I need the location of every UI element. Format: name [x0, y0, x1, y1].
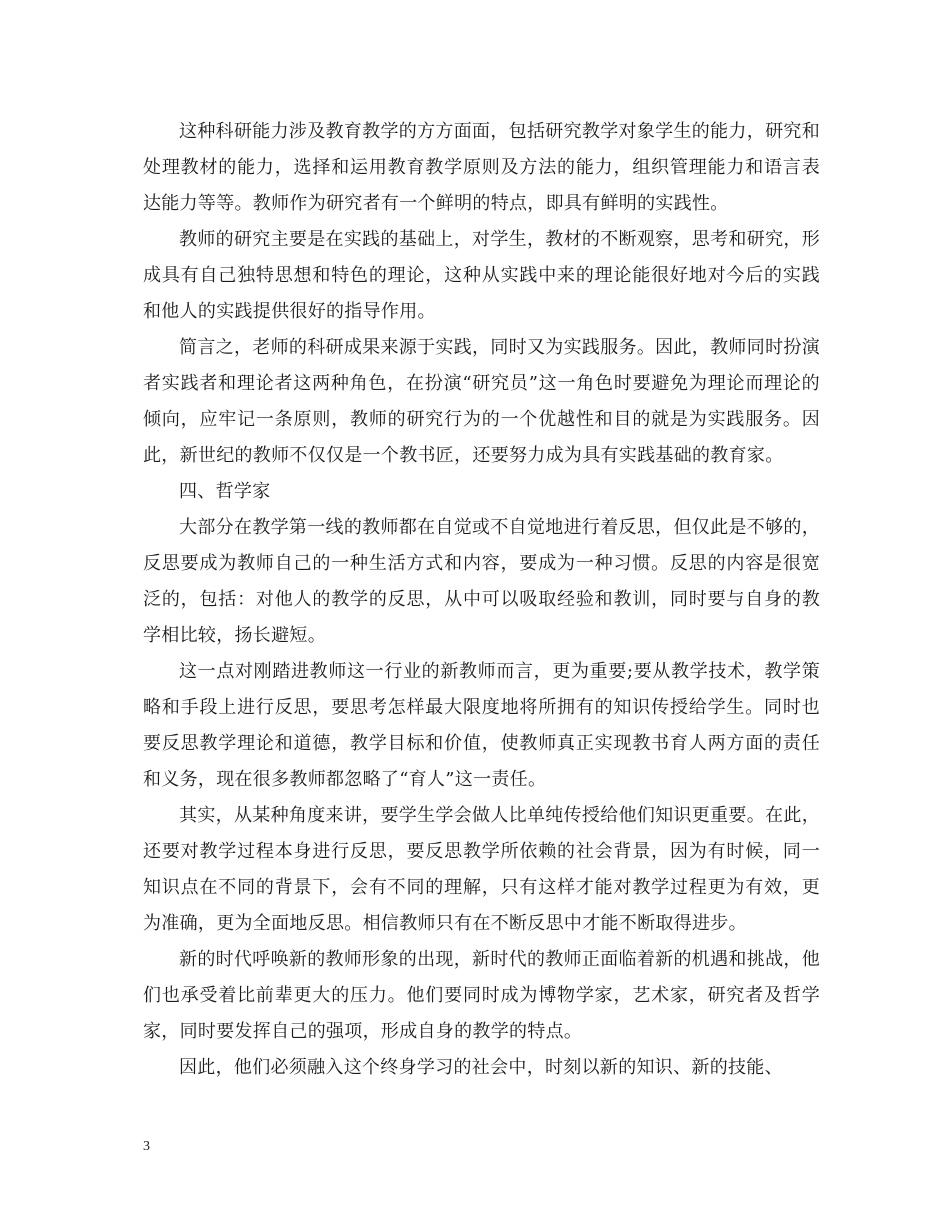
paragraph: 简言之，老师的科研成果来源于实践，同时又为实践服务。因此，教师同时扮演者实践者和理论者这两种角色，在扮演“研究员”这一角色时要避免为理论而理论的倾向，应牢记一条原则，教师的研究行为的一个优越性和目的就是为实践服务。因此，新世纪的教师不仅仅是一个教书匠，还要努力成为具有实践基础的教育家。 — [143, 337, 820, 466]
paragraph: 新的时代呼唤新的教师形象的出现，新时代的教师正面临着新的机遇和挑战，他们也承受着比前辈更大的压力。他们要同时成为博物学家，艺术家，研究者及哲学家，同时要发挥自己的强项，形成自身的教学的特点。 — [143, 949, 820, 1042]
paragraph: 其实，从某种角度来讲，要学生学会做人比单纯传授给他们知识更重要。在此，还要对教学过程本身进行反思，要反思教学所依赖的社会背景，因为有时候，同一知识点在不同的背景下，会有不同的理解，只有这样才能对教学过程更为有效，更为准确，更为全面地反思。相信教师只有在不断反思中才能不断取得进步。 — [143, 805, 820, 934]
paragraph: 教师的研究主要是在实践的基础上，对学生，教材的不断观察，思考和研究，形成具有自己独特思想和特色的理论，这种从实践中来的理论能很好地对今后的实践和他人的实践提供很好的指导作用。 — [143, 229, 820, 322]
section-heading: 四、哲学家 — [179, 481, 271, 502]
page-number: 3 — [143, 1139, 150, 1154]
document-body — [143, 114, 820, 1086]
paragraph: 大部分在教学第一线的教师都在自觉或不自觉地进行着反思，但仅此是不够的，反思要成为教师自己的一种生活方式和内容，要成为一种习惯。反思的内容是很宽泛的，包括：对他人的教学的反思，从中可以吸取经验和教训，同时要与自身的教学相比较，扬长避短。 — [143, 517, 820, 646]
paragraph: 因此，他们必须融入这个终身学习的社会中，时刻以新的知识、新的技能、 — [179, 1057, 783, 1078]
paragraph: 这种科研能力涉及教育教学的方方面面，包括研究教学对象学生的能力，研究和处理教材的能力，选择和运用教育教学原则及方法的能力，组织管理能力和语言表达能力等等。教师作为研究者有一个鲜明的特点，即具有鲜明的实践性。 — [143, 121, 820, 214]
paragraph: 这一点对刚踏进教师这一行业的新教师而言，更为重要;要从教学技术，教学策略和手段上进行反思，要思考怎样最大限度地将所拥有的知识传授给学生。同时也要反思教学理论和道德，教学目标和价值，使教师真正实现教书育人两方面的责任和义务，现在很多教师都忽略了“育人”这一责任。 — [143, 661, 820, 790]
